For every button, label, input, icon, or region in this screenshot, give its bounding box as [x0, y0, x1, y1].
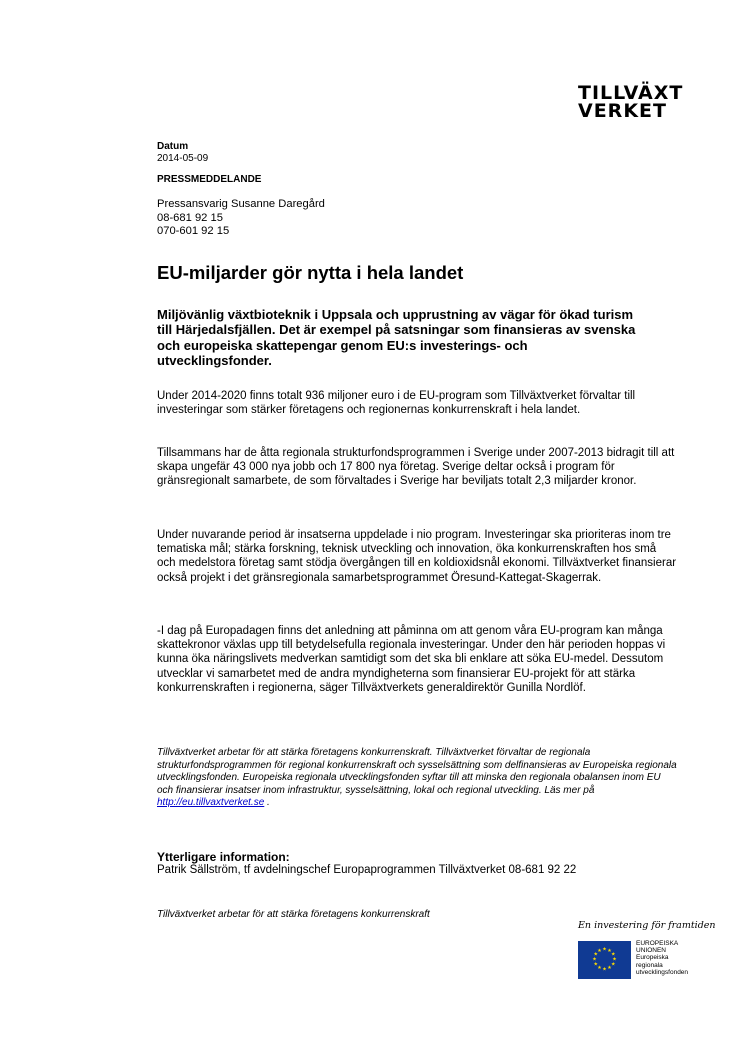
body-paragraph: Under 2014-2020 finns totalt 936 miljoner euro i de EU-program som Tillväxtverket förvaltar till investeringar som stärker företagens och regionernas konkurrenskraft i hela landet. [157, 390, 636, 417]
tillvaxtverket-logo [578, 84, 690, 120]
document-type: PRESSMEDDELANDE [157, 174, 262, 185]
svg-text:★: ★ [602, 946, 607, 953]
eu-label-line: Europeiska [636, 954, 669, 962]
contact-phone-2: 070-601 92 15 [157, 225, 230, 237]
svg-text:★: ★ [607, 947, 612, 954]
svg-text:★: ★ [612, 956, 617, 963]
lead-paragraph: Miljövänlig växtbioteknik i Uppsala och upprustning av vägar för ökad turism till Härjedalsfjällen. Det är exempel på satsningar som finansieras av svenska och europeiska skattepengar genom EU:s investerings- och utvecklingsfonder. [157, 307, 636, 369]
eu-label-line: utvecklingsfonden [636, 968, 689, 976]
body-paragraph: Under nuvarande period är insatserna uppdelade i nio program. Investeringar ska prioriteras inom tre tematiska mål; stärka forskning, teknisk utveckling och innovation, öka konkurrenskraften hos små och medelstora företag samt stödja övergången till en koldioxidsnål ekonomi. Tillväxtverket finansierar också projekt i det gränsregionala samarbetsprogrammet Öresund-Kattegat-Skagerrak. [157, 529, 677, 584]
logo-line-1: TILLVÄXT [578, 82, 684, 104]
about-end: . [264, 797, 270, 809]
svg-text:★: ★ [607, 965, 612, 972]
svg-text:★: ★ [602, 966, 607, 973]
headline: EU-miljarder gör nytta i hela landet [157, 262, 464, 283]
more-info-heading: Ytterligare information: [157, 850, 290, 864]
contact-name: Pressansvarig Susanne Daregård [157, 198, 325, 210]
svg-text:★: ★ [610, 951, 616, 958]
eu-label-line: UNIONEN [636, 947, 666, 955]
eu-label-line: EUROPEISKA [636, 940, 679, 947]
body-paragraph: Tillsammans har de åtta regionala strukturfondsprogrammen i Sverige under 2007-2013 bidragit till att skapa ungefär 43 000 nya jobb och 17 800 nya företag. Sverige deltar också i program för gränsregionalt samarbete, de som förvaltades i Sverige har beviljats totalt 2,3 miljarder kronor. [157, 447, 675, 488]
logo-line-2: VERKET [578, 100, 667, 122]
about-tillvaxtverket [157, 747, 677, 810]
contact-phone-1: 08-681 92 15 [157, 211, 223, 224]
footer-tagline: Tillväxtverket arbetar för att stärka företagens konkurrenskraft [157, 909, 430, 920]
quote-paragraph: -I dag på Europadagen finns det anledning att påminna om att genom våra EU-program kan många skattekronor växlas upp till betydelsefulla regionala investeringar. Under den här perioden hoppas vi kunna öka näringslivets medverkan samtidigt som det ska bli enklare att söka EU-medel. Dessutom utvecklar vi samarbetet med de andra myndigheterna som finansierar EU-projekt för att stärka konkurrenskraften i regionerna, säger Tillväxtverkets generaldirektör Gunilla Nordlöf. [157, 625, 666, 694]
svg-text:★: ★ [597, 947, 602, 954]
more-info-contact: Patrik Sällström, tf avdelningschef Europaprogrammen Tillväxtverket 08-681 92 22 [157, 864, 577, 876]
svg-text:★: ★ [592, 956, 597, 963]
date-label: Datum [157, 141, 189, 152]
about-text: Tillväxtverket arbetar för att stärka företagens konkurrenskraft. Tillväxtverket förvaltar de regionala strukturfondsprogrammen för regional konkurrenskraft och sysselsättning som delfinansieras av Europeiska regionala utvecklingsfonden. Europeiska regionala utvecklingsfonden syftar till att minska den regionala obalansen inom EU och finansierar insatser inom infrastruktur, sysselsättning, lokal och regional utveckling. Läs mer på [157, 747, 677, 796]
press-contact [157, 198, 325, 239]
date-value: 2014-05-09 [157, 153, 209, 164]
eu-website-link[interactable]: http://eu.tillvaxtverket.se [157, 797, 265, 809]
svg-text:★: ★ [597, 965, 602, 972]
eu-label-line: regionala [636, 961, 663, 969]
svg-text:★: ★ [593, 961, 599, 968]
eu-slogan: En investering för framtiden [578, 920, 716, 931]
eu-flag-icon [578, 941, 631, 979]
eu-fund-label [636, 940, 688, 976]
svg-text:★: ★ [593, 951, 599, 958]
svg-text:★: ★ [610, 961, 616, 968]
